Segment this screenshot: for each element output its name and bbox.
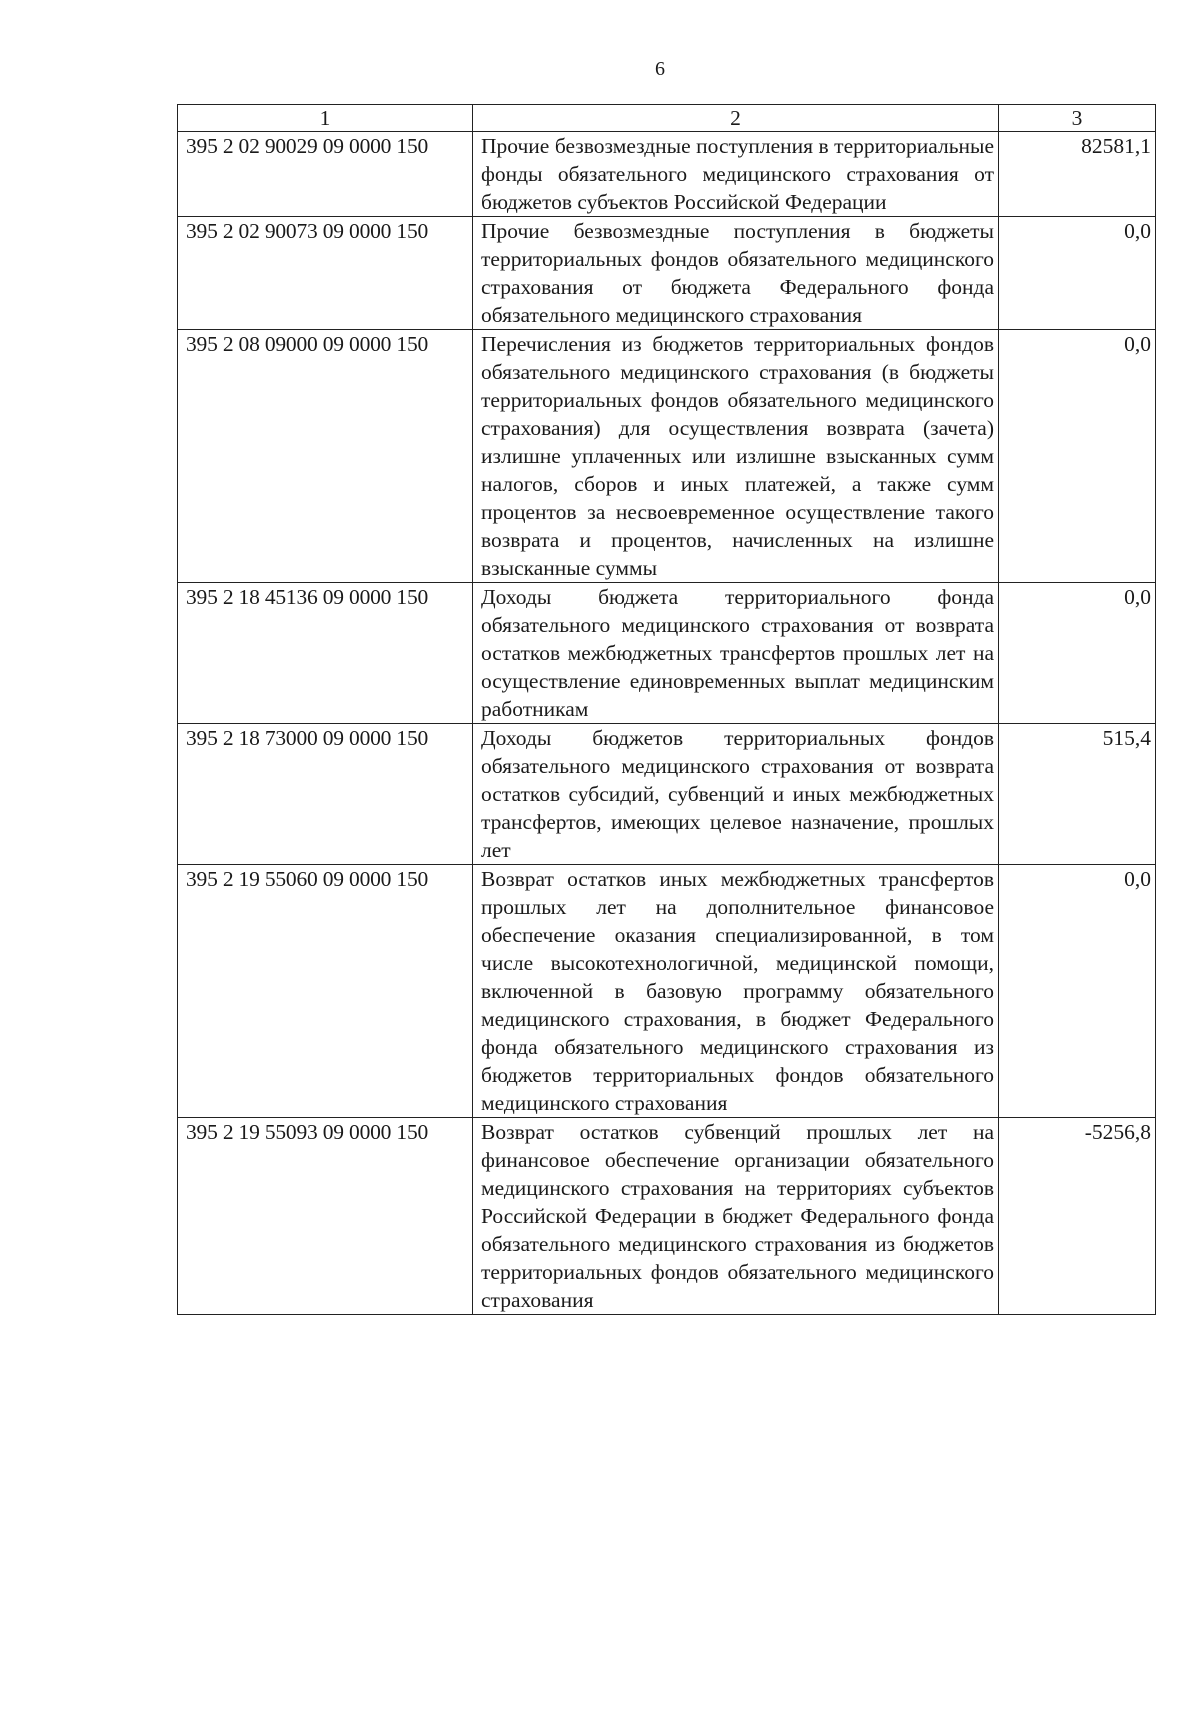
column-header-2: 2	[473, 105, 999, 132]
table-row	[178, 217, 1156, 330]
description-cell: Возврат остатков иных межбюджетных трансфертов прошлых лет на дополнительное финансовое обеспечение оказания специализированной, в том числе высокотехнологичной, медицинской помощи, включенной в базовую программу обязательного медицинского страхования, в бюджет Федерального фонда обязательного медицинского страхования из бюджетов территориальных фондов обязательного медицинского страхования	[473, 865, 999, 1118]
column-header-3: 3	[999, 105, 1156, 132]
budget-code-cell: 395 2 02 90073 09 0000 150	[178, 217, 473, 330]
budget-code-cell: 395 2 18 73000 09 0000 150	[178, 724, 473, 865]
amount-cell: 0,0	[999, 865, 1156, 1118]
table-header-row	[178, 105, 1156, 132]
amount-cell: 0,0	[999, 217, 1156, 330]
description-cell: Прочие безвозмездные поступления в бюджеты территориальных фондов обязательного медицинского страхования от бюджета Федерального фонда обязательного медицинского страхования	[473, 217, 999, 330]
amount-cell: 0,0	[999, 330, 1156, 583]
budget-code-cell: 395 2 19 55093 09 0000 150	[178, 1118, 473, 1315]
amount-cell: 82581,1	[999, 132, 1156, 217]
budget-code-cell: 395 2 19 55060 09 0000 150	[178, 865, 473, 1118]
table-row	[178, 132, 1156, 217]
amount-cell: 515,4	[999, 724, 1156, 865]
budget-revenue-table	[177, 104, 1156, 1315]
page-number: 6	[655, 58, 665, 80]
budget-code-cell: 395 2 18 45136 09 0000 150	[178, 583, 473, 724]
amount-cell: 0,0	[999, 583, 1156, 724]
description-cell: Доходы бюджетов территориальных фондов обязательного медицинского страхования от возврата остатков субсидий, субвенций и иных межбюджетных трансфертов, имеющих целевое назначение, прошлых лет	[473, 724, 999, 865]
description-cell: Прочие безвозмездные поступления в территориальные фонды обязательного медицинского страхования от бюджетов субъектов Российской Федерации	[473, 132, 999, 217]
table-row	[178, 1118, 1156, 1315]
amount-cell: -5256,8	[999, 1118, 1156, 1315]
description-cell: Доходы бюджета территориального фонда обязательного медицинского страхования от возврата остатков межбюджетных трансфертов прошлых лет на осуществление единовременных выплат медицинским работникам	[473, 583, 999, 724]
table-row	[178, 865, 1156, 1118]
table-row	[178, 583, 1156, 724]
budget-code-cell: 395 2 02 90029 09 0000 150	[178, 132, 473, 217]
description-cell: Возврат остатков субвенций прошлых лет на финансовое обеспечение организации обязательного медицинского страхования на территориях субъектов Российской Федерации в бюджет Федерального фонда обязательного медицинского страхования из бюджетов территориальных фондов обязательного медицинского страхования	[473, 1118, 999, 1315]
table-row	[178, 724, 1156, 865]
description-cell: Перечисления из бюджетов территориальных фондов обязательного медицинского страхования (в бюджеты территориальных фондов обязательного медицинского страхования) для осуществления возврата (зачета) излишне уплаченных или излишне взысканных сумм налогов, сборов и иных платежей, а также сумм процентов за несвоевременное осуществление такого возврата и процентов, начисленных на излишне взысканные суммы	[473, 330, 999, 583]
table-row	[178, 330, 1156, 583]
budget-code-cell: 395 2 08 09000 09 0000 150	[178, 330, 473, 583]
column-header-1: 1	[178, 105, 473, 132]
